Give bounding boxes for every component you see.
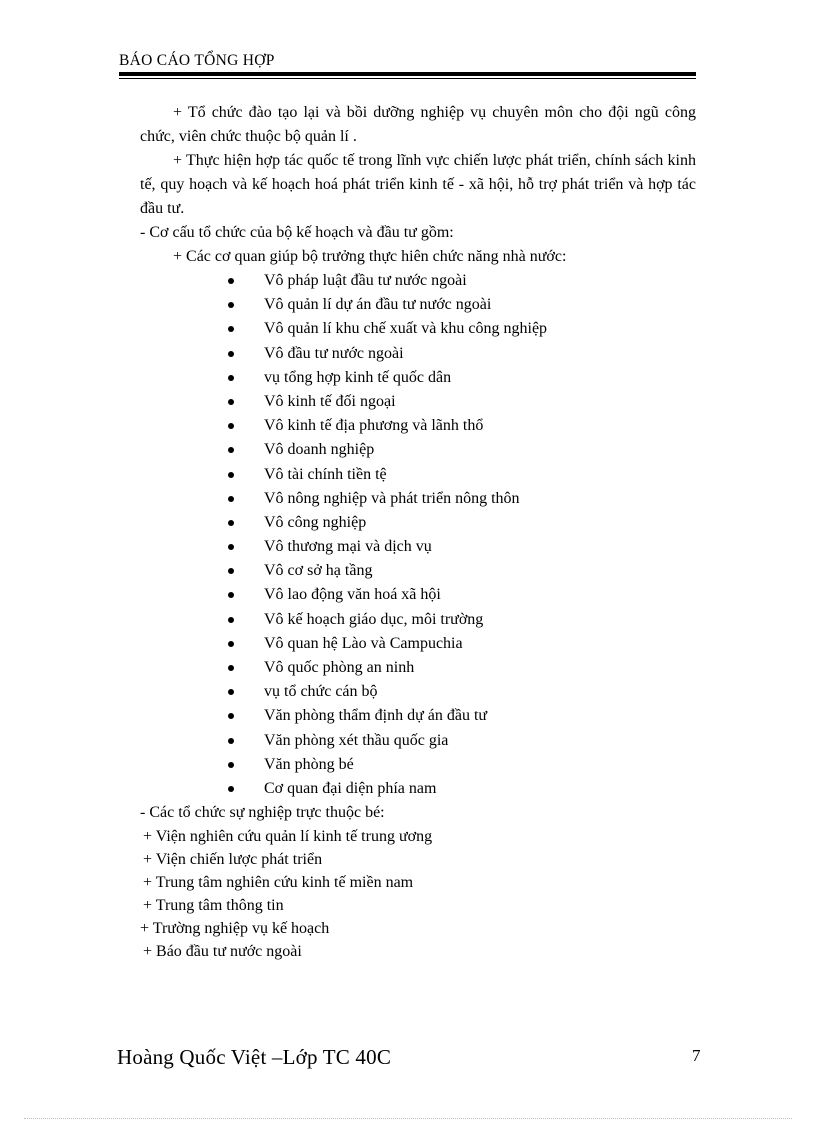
bullet-icon — [228, 472, 234, 478]
bullet-icon — [228, 447, 234, 453]
bullet-icon — [228, 423, 234, 429]
page-header-title: BÁO CÁO TỔNG HỢP — [119, 52, 275, 69]
list-item: Vô kinh tế đối ngoại — [140, 390, 696, 414]
bullet-icon — [228, 738, 234, 744]
list-item: Văn phòng xét thầu quốc gia — [140, 729, 696, 753]
list-item: Vô doanh nghiệp — [140, 438, 696, 462]
agencies-list — [140, 269, 696, 801]
list-item: + Viện nghiên cứu quản lí kinh tế trung ương — [143, 828, 433, 846]
list-item: Văn phòng thẩm định dự án đầu tư — [140, 704, 696, 728]
list-item: Văn phòng bé — [140, 753, 696, 777]
header-rule-thin — [119, 78, 696, 79]
bullet-icon — [228, 326, 234, 332]
bullet-icon — [228, 302, 234, 308]
bullet-icon — [228, 665, 234, 671]
bullet-icon — [228, 278, 234, 284]
list-item: Vô quan hệ Lào và Campuchia — [140, 632, 696, 656]
list-item: Vô pháp luật đầu tư nước ngoài — [140, 269, 696, 293]
list-item: Vô đầu tư nước ngoài — [140, 342, 696, 366]
list-item: vụ tổng hợp kinh tế quốc dân — [140, 366, 696, 390]
agencies-heading: + Các cơ quan giúp bộ trưởng thực hiên chức năng nhà nước: — [173, 248, 567, 265]
footer-author: Hoàng Quốc Việt –Lớp TC 40C — [117, 1045, 392, 1069]
list-item: Vô kế hoạch giáo dục, môi trường — [140, 608, 696, 632]
bullet-icon — [228, 592, 234, 598]
bullet-icon — [228, 375, 234, 381]
list-item: + Trung tâm nghiên cứu kinh tế miền nam — [143, 874, 414, 892]
list-item: Vô công nghiệp — [140, 511, 696, 535]
list-item: Vô nông nghiệp và phát triển nông thôn — [140, 487, 696, 511]
list-item: Vô cơ sở hạ tầng — [140, 559, 696, 583]
paragraph-cooperation: + Thực hiện hợp tác quốc tế trong lĩnh vực chiến lược phát triển, chính sách kinh tế, quy hoạch và kế hoạch hoá phát triển kinh tế - xã hội, hỗ trợ phát triển và hợp tác đầu tư. — [140, 152, 696, 217]
bullet-icon — [228, 617, 234, 623]
orgs-list — [140, 825, 696, 963]
list-item: Vô kinh tế địa phương và lãnh thổ — [140, 414, 696, 438]
page-number: 7 — [692, 1046, 701, 1065]
list-item: Vô quốc phòng an ninh — [140, 656, 696, 680]
list-item: + Báo đầu tư nước ngoài — [143, 943, 302, 961]
structure-heading: - Cơ cấu tổ chức của bộ kế hoạch và đầu tư gồm: — [140, 224, 454, 241]
document-body — [140, 101, 696, 963]
bullet-icon — [228, 786, 234, 792]
list-item: + Trung tâm thông tin — [143, 897, 284, 915]
bullet-icon — [228, 641, 234, 647]
list-item: + Viện chiến lược phát triển — [143, 851, 323, 869]
list-item: Cơ quan đại diện phía nam — [140, 777, 696, 801]
list-item: Vô thương mại và dịch vụ — [140, 535, 696, 559]
bullet-icon — [228, 689, 234, 695]
orgs-heading: - Các tổ chức sự nghiệp trực thuộc bé: — [140, 804, 385, 822]
list-item: + Trường nghiệp vụ kế hoạch — [140, 920, 330, 938]
page-bottom-border — [24, 1118, 792, 1119]
bullet-icon — [228, 568, 234, 574]
header-rule-thick — [119, 72, 696, 76]
list-item: Vô quản lí khu chế xuất và khu công nghiệp — [140, 317, 696, 341]
bullet-icon — [228, 544, 234, 550]
bullet-icon — [228, 762, 234, 768]
bullet-icon — [228, 496, 234, 502]
list-item: Vô tài chính tiền tệ — [140, 463, 696, 487]
bullet-icon — [228, 399, 234, 405]
list-item: vụ tổ chức cán bộ — [140, 680, 696, 704]
bullet-icon — [228, 713, 234, 719]
bullet-icon — [228, 520, 234, 526]
list-item: Vô lao động văn hoá xã hội — [140, 583, 696, 607]
paragraph-training: + Tổ chức đào tạo lại và bồi dưỡng nghiệp vụ chuyên môn cho đội ngũ công chức, viên chức thuộc bộ quản lí . — [140, 104, 696, 145]
bullet-icon — [228, 351, 234, 357]
list-item: Vô quản lí dự án đầu tư nước ngoài — [140, 293, 696, 317]
